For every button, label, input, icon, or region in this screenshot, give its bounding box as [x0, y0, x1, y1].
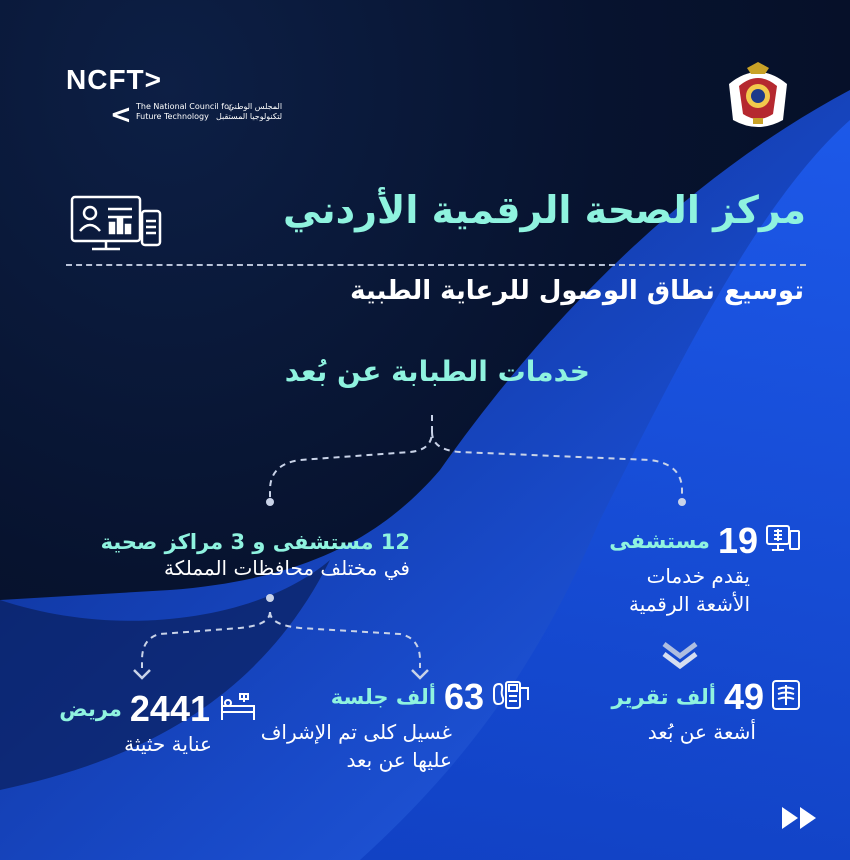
ncft-logo-caret: <: [110, 100, 132, 130]
stat-number: 63: [443, 676, 484, 717]
stat-desc-line2: الأشعة الرقمية: [628, 592, 750, 616]
stat-highlight: مستشفى: [609, 529, 710, 553]
ncft-name-ar-line2: لتكنولوجيا المستقبل: [216, 112, 283, 121]
xray-icon: [772, 680, 800, 714]
stat-desc-line1: غسيل كلى تم الإشراف: [260, 720, 452, 744]
page-title: مركز الصحة الرقمية الأردني: [282, 188, 806, 232]
stat-highlight: ألف تقرير: [611, 685, 716, 709]
stat-number: 19: [717, 520, 758, 561]
stat-number: 2441: [129, 688, 210, 729]
stat-desc-line2: عليها عن بعد: [346, 748, 452, 772]
stat-desc-line1: يقدم خدمات: [646, 564, 750, 588]
stat-highlight: ألف جلسة: [330, 685, 436, 709]
stat-highlight: 12 مستشفى و 3 مراكز صحية: [100, 530, 410, 554]
stat-reports-head: [612, 676, 800, 718]
stat-highlight: مريض: [59, 697, 122, 721]
stat-patients-head: [59, 688, 258, 730]
stat-hospitals-radiology-head: [609, 520, 800, 562]
stat-reports: [612, 676, 800, 746]
stat-sessions: [261, 676, 532, 774]
stat-desc: في مختلف محافظات المملكة: [163, 556, 410, 580]
fast-forward-icon[interactable]: [780, 805, 820, 831]
radiology-monitor-icon: [766, 525, 800, 557]
stat-patients: [59, 688, 258, 758]
chevron-down-icon: [660, 640, 700, 670]
icu-bed-icon: [218, 692, 258, 726]
stat-desc: عناية حثيثة: [124, 732, 212, 756]
ncft-name-en-line1: The National Council for: [136, 102, 233, 111]
kidney-dialysis-icon: [492, 680, 532, 714]
stat-hospitals-radiology: [609, 520, 800, 618]
stat-hospitals-centers: [101, 530, 410, 582]
stat-sessions-head: [261, 676, 532, 718]
stat-desc: أشعة عن بُعد: [647, 720, 756, 744]
stat-number: 49: [723, 676, 764, 717]
ncft-logo-mark: NCFT>: [66, 64, 162, 95]
section-title: خدمات الطبابة عن بُعد: [284, 355, 590, 388]
ncft-name-en-line2: Future Technology: [136, 112, 209, 121]
ncft-name-ar-line1: المجلس الوطني: [228, 102, 283, 111]
page-subtitle: توسيع نطاق الوصول للرعاية الطبية: [350, 276, 804, 306]
